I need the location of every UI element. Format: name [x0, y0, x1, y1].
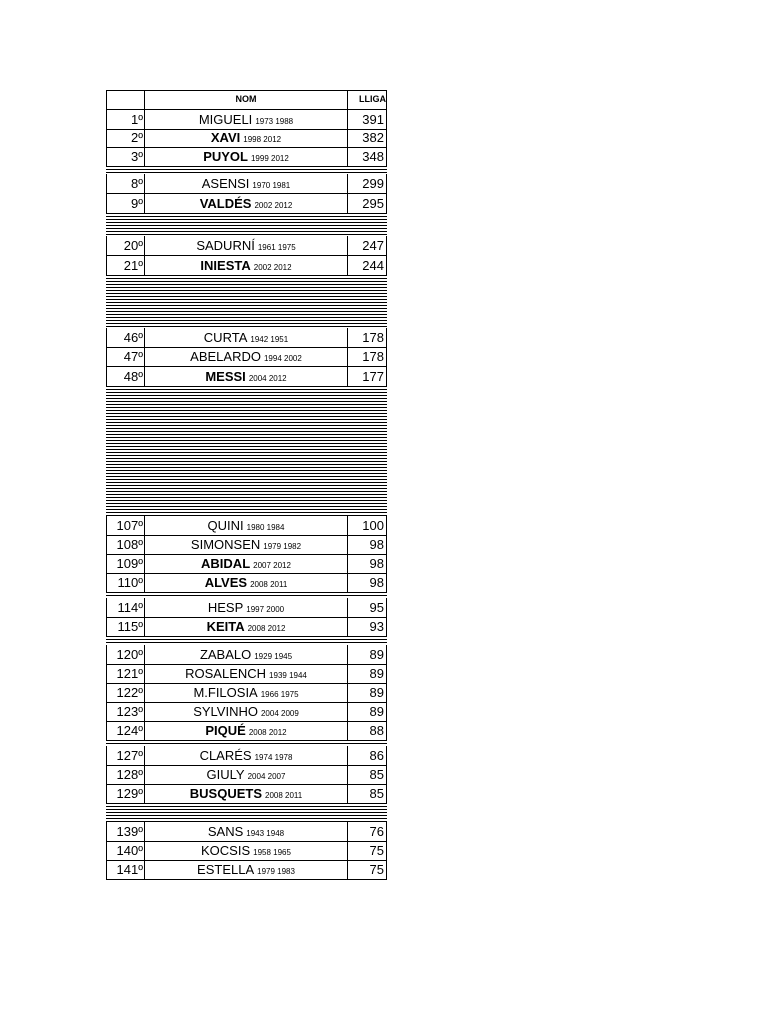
player-name-cell	[145, 259, 347, 272]
row-border	[106, 213, 387, 214]
row-border	[106, 275, 387, 276]
player-name: ALVES	[204, 575, 248, 590]
matches-cell: 88	[369, 723, 384, 738]
matches-cell: 177	[362, 369, 384, 384]
row-border	[106, 803, 387, 804]
matches-cell: 86	[369, 748, 384, 763]
rank-cell: 20º	[123, 238, 143, 253]
row-border	[106, 784, 387, 785]
collapsed-rows-band	[106, 213, 387, 236]
player-years: 1994 2002	[263, 354, 302, 363]
row-border	[106, 129, 387, 130]
player-name: KEITA	[206, 619, 245, 634]
rank-cell: 108º	[116, 537, 143, 552]
rank-cell: 120º	[116, 647, 143, 662]
player-years: 2008 2012	[248, 728, 287, 737]
player-years: 1943 1948	[246, 829, 285, 838]
player-name: ABELARDO	[190, 349, 261, 364]
player-name-cell	[145, 686, 347, 699]
player-years: 2002 2012	[254, 201, 293, 210]
player-name-cell	[145, 724, 347, 737]
matches-cell: 178	[362, 349, 384, 364]
matches-cell: 76	[369, 824, 384, 839]
rank-cell: 128º	[116, 767, 143, 782]
player-years: 1974 1978	[254, 753, 293, 762]
player-name: SANS	[207, 824, 244, 839]
matches-cell: 75	[369, 862, 384, 877]
player-name-cell	[145, 239, 347, 252]
player-years: 1980 1984	[246, 523, 285, 532]
matches-cell: 89	[369, 647, 384, 662]
player-name: HESP	[207, 600, 244, 615]
player-name-cell	[145, 350, 347, 363]
player-name: ABIDAL	[201, 556, 251, 571]
row-border	[106, 147, 387, 148]
player-years: 2008 2011	[265, 791, 303, 800]
player-name: CLARÉS	[199, 748, 252, 763]
player-years: 2002 2012	[253, 263, 292, 272]
player-name: GIULY	[206, 767, 245, 782]
matches-cell: 93	[369, 619, 384, 634]
player-years: 1970 1981	[252, 181, 291, 190]
row-border	[106, 386, 387, 387]
row-border	[106, 636, 387, 637]
rank-cell: 124º	[116, 723, 143, 738]
player-years: 2008 2011	[250, 580, 288, 589]
row-border	[106, 841, 387, 842]
player-years: 1997 2000	[246, 605, 285, 614]
rank-cell: 114º	[117, 600, 143, 615]
player-name-cell	[145, 331, 347, 344]
player-name: ASENSI	[201, 176, 250, 191]
player-name: KOCSIS	[201, 843, 251, 858]
player-years: 1973 1988	[255, 117, 294, 126]
player-name-cell	[145, 601, 347, 614]
rank-cell: 122º	[116, 685, 143, 700]
table-top-border	[106, 90, 387, 91]
player-name-cell	[145, 749, 347, 762]
player-years: 2008 2012	[247, 624, 286, 633]
matches-cell: 95	[369, 600, 384, 615]
player-name: SIMONSEN	[190, 537, 261, 552]
player-years: 1942 1951	[250, 335, 289, 344]
row-border	[106, 554, 387, 555]
player-name-cell	[145, 113, 347, 126]
player-name: BUSQUETS	[189, 786, 262, 801]
row-border	[106, 617, 387, 618]
matches-cell: 178	[362, 330, 384, 345]
player-years: 1939 1944	[269, 671, 307, 680]
player-name: MESSI	[205, 369, 246, 384]
rank-cell: 141º	[116, 862, 143, 877]
matches-cell: 89	[369, 685, 384, 700]
player-years: 1999 2012	[250, 154, 289, 163]
header-bottom-border	[106, 109, 387, 110]
row-border	[106, 347, 387, 348]
row-border	[106, 573, 387, 574]
player-name: QUINI	[207, 518, 244, 533]
player-name-cell	[145, 863, 347, 876]
collapsed-rows-band	[106, 803, 387, 822]
player-name-cell	[145, 620, 347, 633]
row-border	[106, 255, 387, 256]
row-border	[106, 683, 387, 684]
player-years: 1961 1975	[257, 243, 296, 252]
matches-cell: 299	[362, 176, 384, 191]
player-name-cell	[145, 538, 347, 551]
player-years: 2004 2012	[248, 374, 287, 383]
matches-cell: 89	[369, 704, 384, 719]
rank-cell: 140º	[116, 843, 143, 858]
row-border	[106, 592, 387, 593]
row-border	[106, 879, 387, 880]
matches-cell: 85	[369, 786, 384, 801]
matches-cell: 382	[362, 130, 384, 145]
player-years: 1979 1983	[257, 867, 295, 876]
player-years: 2004 2009	[260, 709, 299, 718]
row-border	[106, 721, 387, 722]
player-years: 1966 1975	[260, 690, 299, 699]
player-name: SADURNÍ	[196, 238, 255, 253]
player-name-cell	[145, 150, 347, 163]
matches-cell: 244	[362, 258, 384, 273]
rank-cell: 109º	[116, 556, 143, 571]
player-name-cell	[145, 177, 347, 190]
matches-cell: 98	[369, 575, 384, 590]
header-value: LLIGA	[359, 94, 386, 104]
matches-cell: 98	[369, 556, 384, 571]
player-name-cell	[145, 844, 347, 857]
player-name: ESTELLA	[197, 862, 255, 877]
player-years: 1998 2012	[243, 135, 282, 144]
player-name-cell	[145, 131, 347, 144]
rank-cell: 46º	[123, 330, 143, 345]
player-name-cell	[145, 705, 347, 718]
row-border	[106, 193, 387, 194]
rank-cell: 2º	[131, 130, 143, 145]
player-name: SYLVINHO	[193, 704, 258, 719]
player-years: 2007 2012	[253, 561, 291, 570]
collapsed-rows-band	[106, 636, 387, 645]
player-years: 1958 1965	[253, 848, 291, 857]
player-name: ROSALENCH	[185, 666, 267, 681]
player-name-cell	[145, 825, 347, 838]
collapsed-rows-band	[106, 386, 387, 516]
rank-cell: 8º	[131, 176, 143, 191]
row-border	[106, 765, 387, 766]
player-name-cell	[145, 667, 347, 680]
rank-cell: 129º	[116, 786, 143, 801]
matches-cell: 247	[362, 238, 384, 253]
rank-cell: 107º	[116, 518, 143, 533]
rank-cell: 47º	[123, 349, 143, 364]
player-name: CURTA	[203, 330, 248, 345]
player-name-cell	[145, 370, 347, 383]
rank-cell: 21º	[123, 258, 143, 273]
player-name: PUYOL	[203, 149, 248, 164]
rank-cell: 115º	[117, 619, 143, 634]
matches-cell: 89	[369, 666, 384, 681]
collapsed-rows-band	[106, 275, 387, 328]
player-name-cell	[145, 557, 347, 570]
row-border	[106, 702, 387, 703]
player-name-cell	[145, 576, 347, 589]
rank-cell: 127º	[116, 748, 143, 763]
matches-cell: 98	[369, 537, 384, 552]
player-name-cell	[145, 787, 347, 800]
player-name-cell	[145, 648, 347, 661]
player-name-cell	[145, 768, 347, 781]
matches-cell: 85	[369, 767, 384, 782]
player-name: VALDÉS	[199, 196, 252, 211]
player-name: ZABALO	[199, 647, 252, 662]
header-name: NOM	[235, 94, 257, 104]
row-border	[106, 664, 387, 665]
rank-cell: 123º	[116, 704, 143, 719]
rank-cell: 121º	[116, 666, 143, 681]
matches-cell: 348	[362, 149, 384, 164]
row-border	[106, 535, 387, 536]
row-border	[106, 860, 387, 861]
player-name: M.FILOSIA	[193, 685, 258, 700]
matches-cell: 295	[362, 196, 384, 211]
collapsed-rows-band	[106, 166, 387, 174]
matches-cell: 75	[369, 843, 384, 858]
player-name: MIGUELI	[198, 112, 253, 127]
rank-cell: 139º	[116, 824, 143, 839]
row-border	[106, 740, 387, 741]
rank-cell: 48º	[123, 369, 143, 384]
player-years: 2004 2007	[247, 772, 286, 781]
row-border	[106, 166, 387, 167]
player-name-cell	[145, 519, 347, 532]
rank-cell: 1º	[131, 112, 143, 127]
rank-cell: 9º	[131, 196, 143, 211]
matches-cell: 391	[362, 112, 384, 127]
player-name: INIESTA	[200, 258, 251, 273]
matches-cell: 100	[362, 518, 384, 533]
rank-cell: 110º	[117, 575, 143, 590]
row-border	[106, 366, 387, 367]
player-years: 1929 1945	[254, 652, 293, 661]
rank-cell: 3º	[131, 149, 143, 164]
player-name: XAVI	[210, 130, 241, 145]
player-years: 1979 1982	[263, 542, 302, 551]
player-name: PIQUÉ	[205, 723, 246, 738]
player-name-cell	[145, 197, 347, 210]
